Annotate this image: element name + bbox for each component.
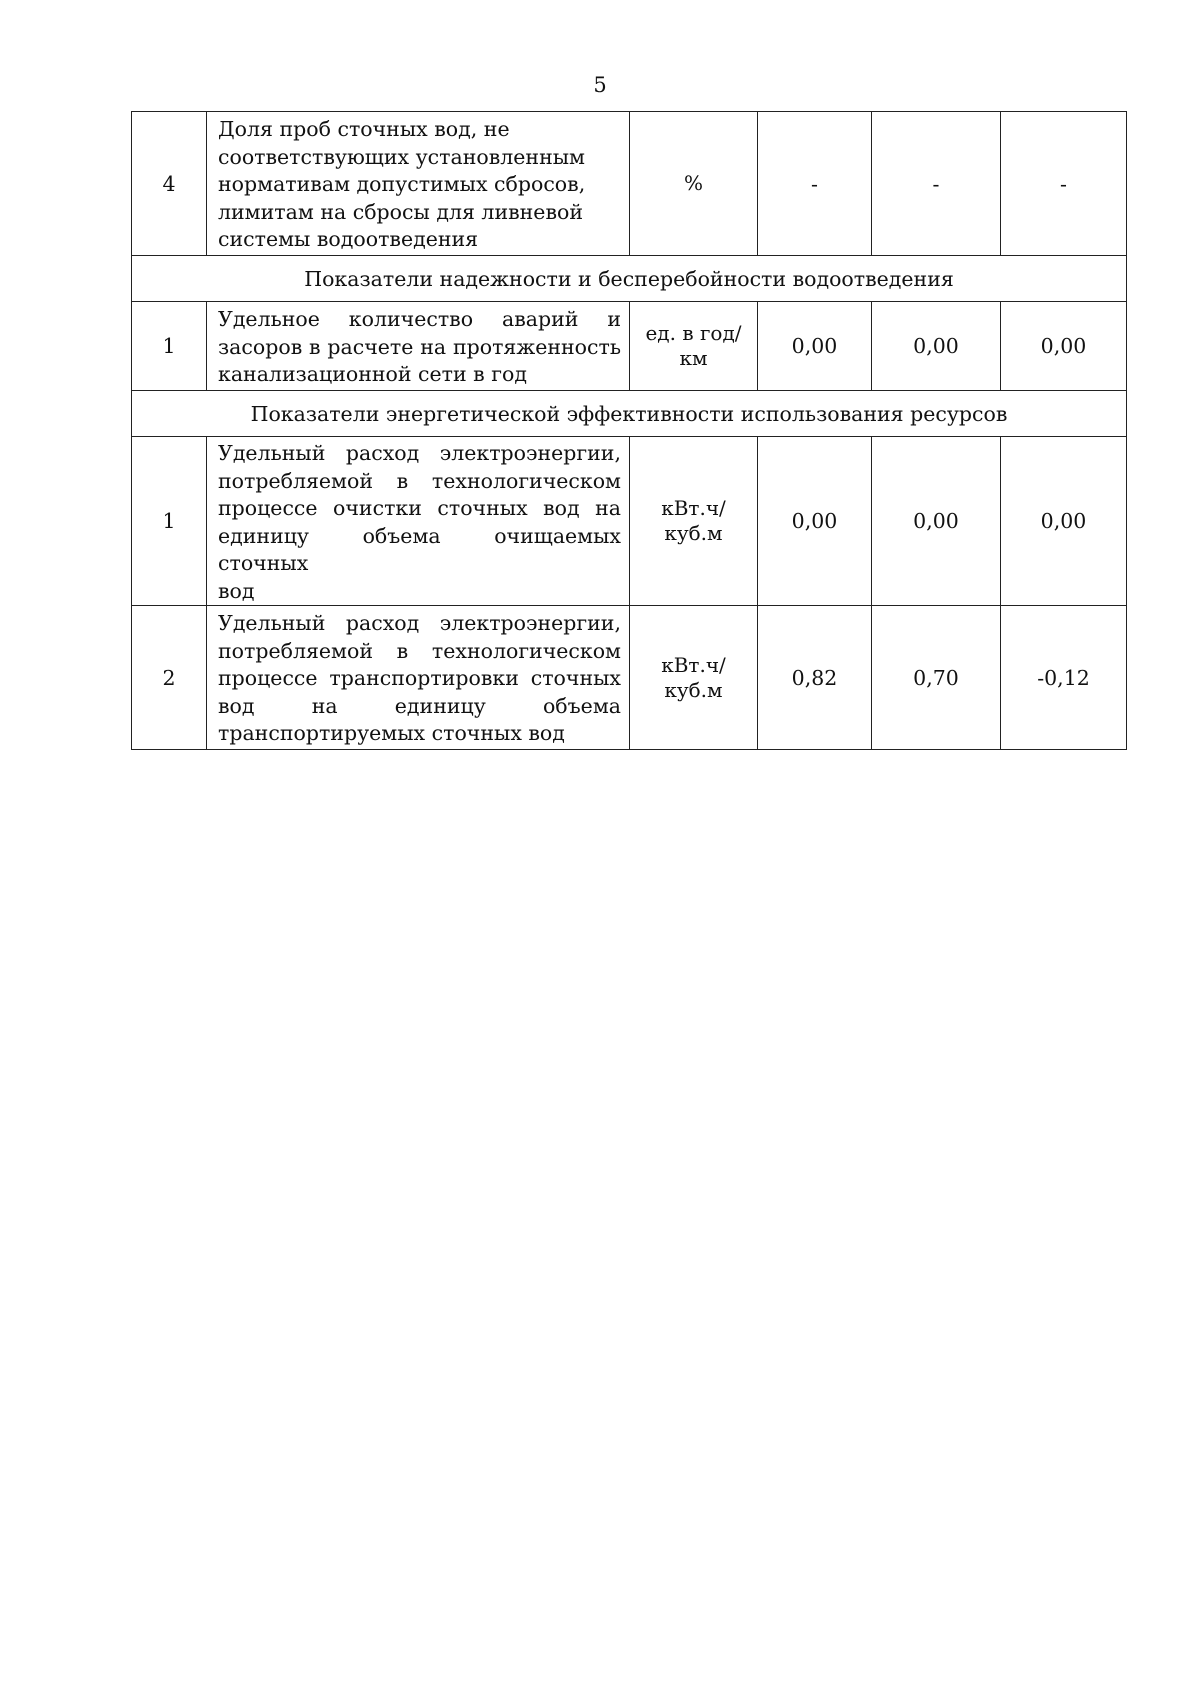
section-title: Показатели энергетической эффективности использования ресурсов	[132, 391, 1127, 437]
unit-cell	[630, 437, 758, 606]
value-cell-3: -	[1001, 112, 1127, 256]
description-line: засоров в расчете на протяженность	[218, 334, 621, 359]
indicator-description	[207, 437, 630, 606]
value-cell-3: -0,12	[1001, 606, 1127, 750]
unit-line: км	[679, 346, 708, 370]
description-line: системы водоотведения	[218, 227, 479, 252]
description-line: Доля проб сточных вод, не	[218, 117, 510, 142]
row-number: 1	[132, 437, 207, 606]
unit-line: %	[683, 171, 703, 195]
description-line: процессе очистки сточных вод на	[218, 496, 621, 520]
description-line: Удельный расход электроэнергии,	[218, 441, 621, 465]
row-number: 2	[132, 606, 207, 750]
section-header-row	[132, 391, 1127, 437]
unit-line: куб.м	[664, 521, 723, 545]
value-cell-2: 0,00	[872, 302, 1001, 391]
value-cell-1: 0,82	[758, 606, 872, 750]
table-row	[132, 112, 1127, 256]
description-line: канализационной сети в год	[218, 362, 527, 387]
indicators-table	[131, 111, 1127, 750]
value-cell-1: 0,00	[758, 302, 872, 391]
unit-cell	[630, 606, 758, 750]
table-row	[132, 437, 1127, 606]
indicator-description	[207, 606, 630, 750]
description-line: Удельное количество аварий и	[218, 307, 621, 332]
unit-cell	[630, 302, 758, 391]
unit-cell	[630, 112, 758, 256]
section-title: Показатели надежности и бесперебойности водоотведения	[132, 256, 1127, 302]
unit-line: ед. в год/	[645, 321, 742, 345]
description-line: нормативам допустимых сбросов,	[218, 172, 586, 197]
value-cell-3: 0,00	[1001, 302, 1127, 391]
table-row	[132, 302, 1127, 391]
description-line: Удельный расход электроэнергии,	[218, 611, 621, 636]
row-number: 1	[132, 302, 207, 391]
indicator-description	[207, 112, 630, 256]
description-line: транспортируемых сточных вод	[218, 721, 565, 746]
table-row	[132, 606, 1127, 750]
unit-line: куб.м	[664, 677, 723, 702]
description-line: соответствующих установленным	[218, 144, 585, 169]
value-cell-3: 0,00	[1001, 437, 1127, 606]
description-line: единицу объема очищаемых сточных	[218, 523, 621, 575]
value-cell-1: 0,00	[758, 437, 872, 606]
section-header-row	[132, 256, 1127, 302]
description-line: вод	[218, 578, 255, 603]
page-number: 5	[593, 73, 607, 97]
value-cell-1: -	[758, 112, 872, 256]
value-cell-2: -	[872, 112, 1001, 256]
value-cell-2: 0,00	[872, 437, 1001, 606]
row-number: 4	[132, 112, 207, 256]
value-cell-2: 0,70	[872, 606, 1001, 750]
unit-line: кВт.ч/	[661, 496, 726, 520]
description-line: потребляемой в технологическом	[218, 468, 621, 493]
indicator-description	[207, 302, 630, 391]
description-line: лимитам на сбросы для ливневой	[218, 199, 583, 224]
description-line: потребляемой в технологическом	[218, 638, 621, 663]
unit-line: кВт.ч/	[661, 652, 726, 677]
description-line: вод на единицу объема	[218, 693, 621, 718]
description-line: процессе транспортировки сточных	[218, 666, 621, 691]
